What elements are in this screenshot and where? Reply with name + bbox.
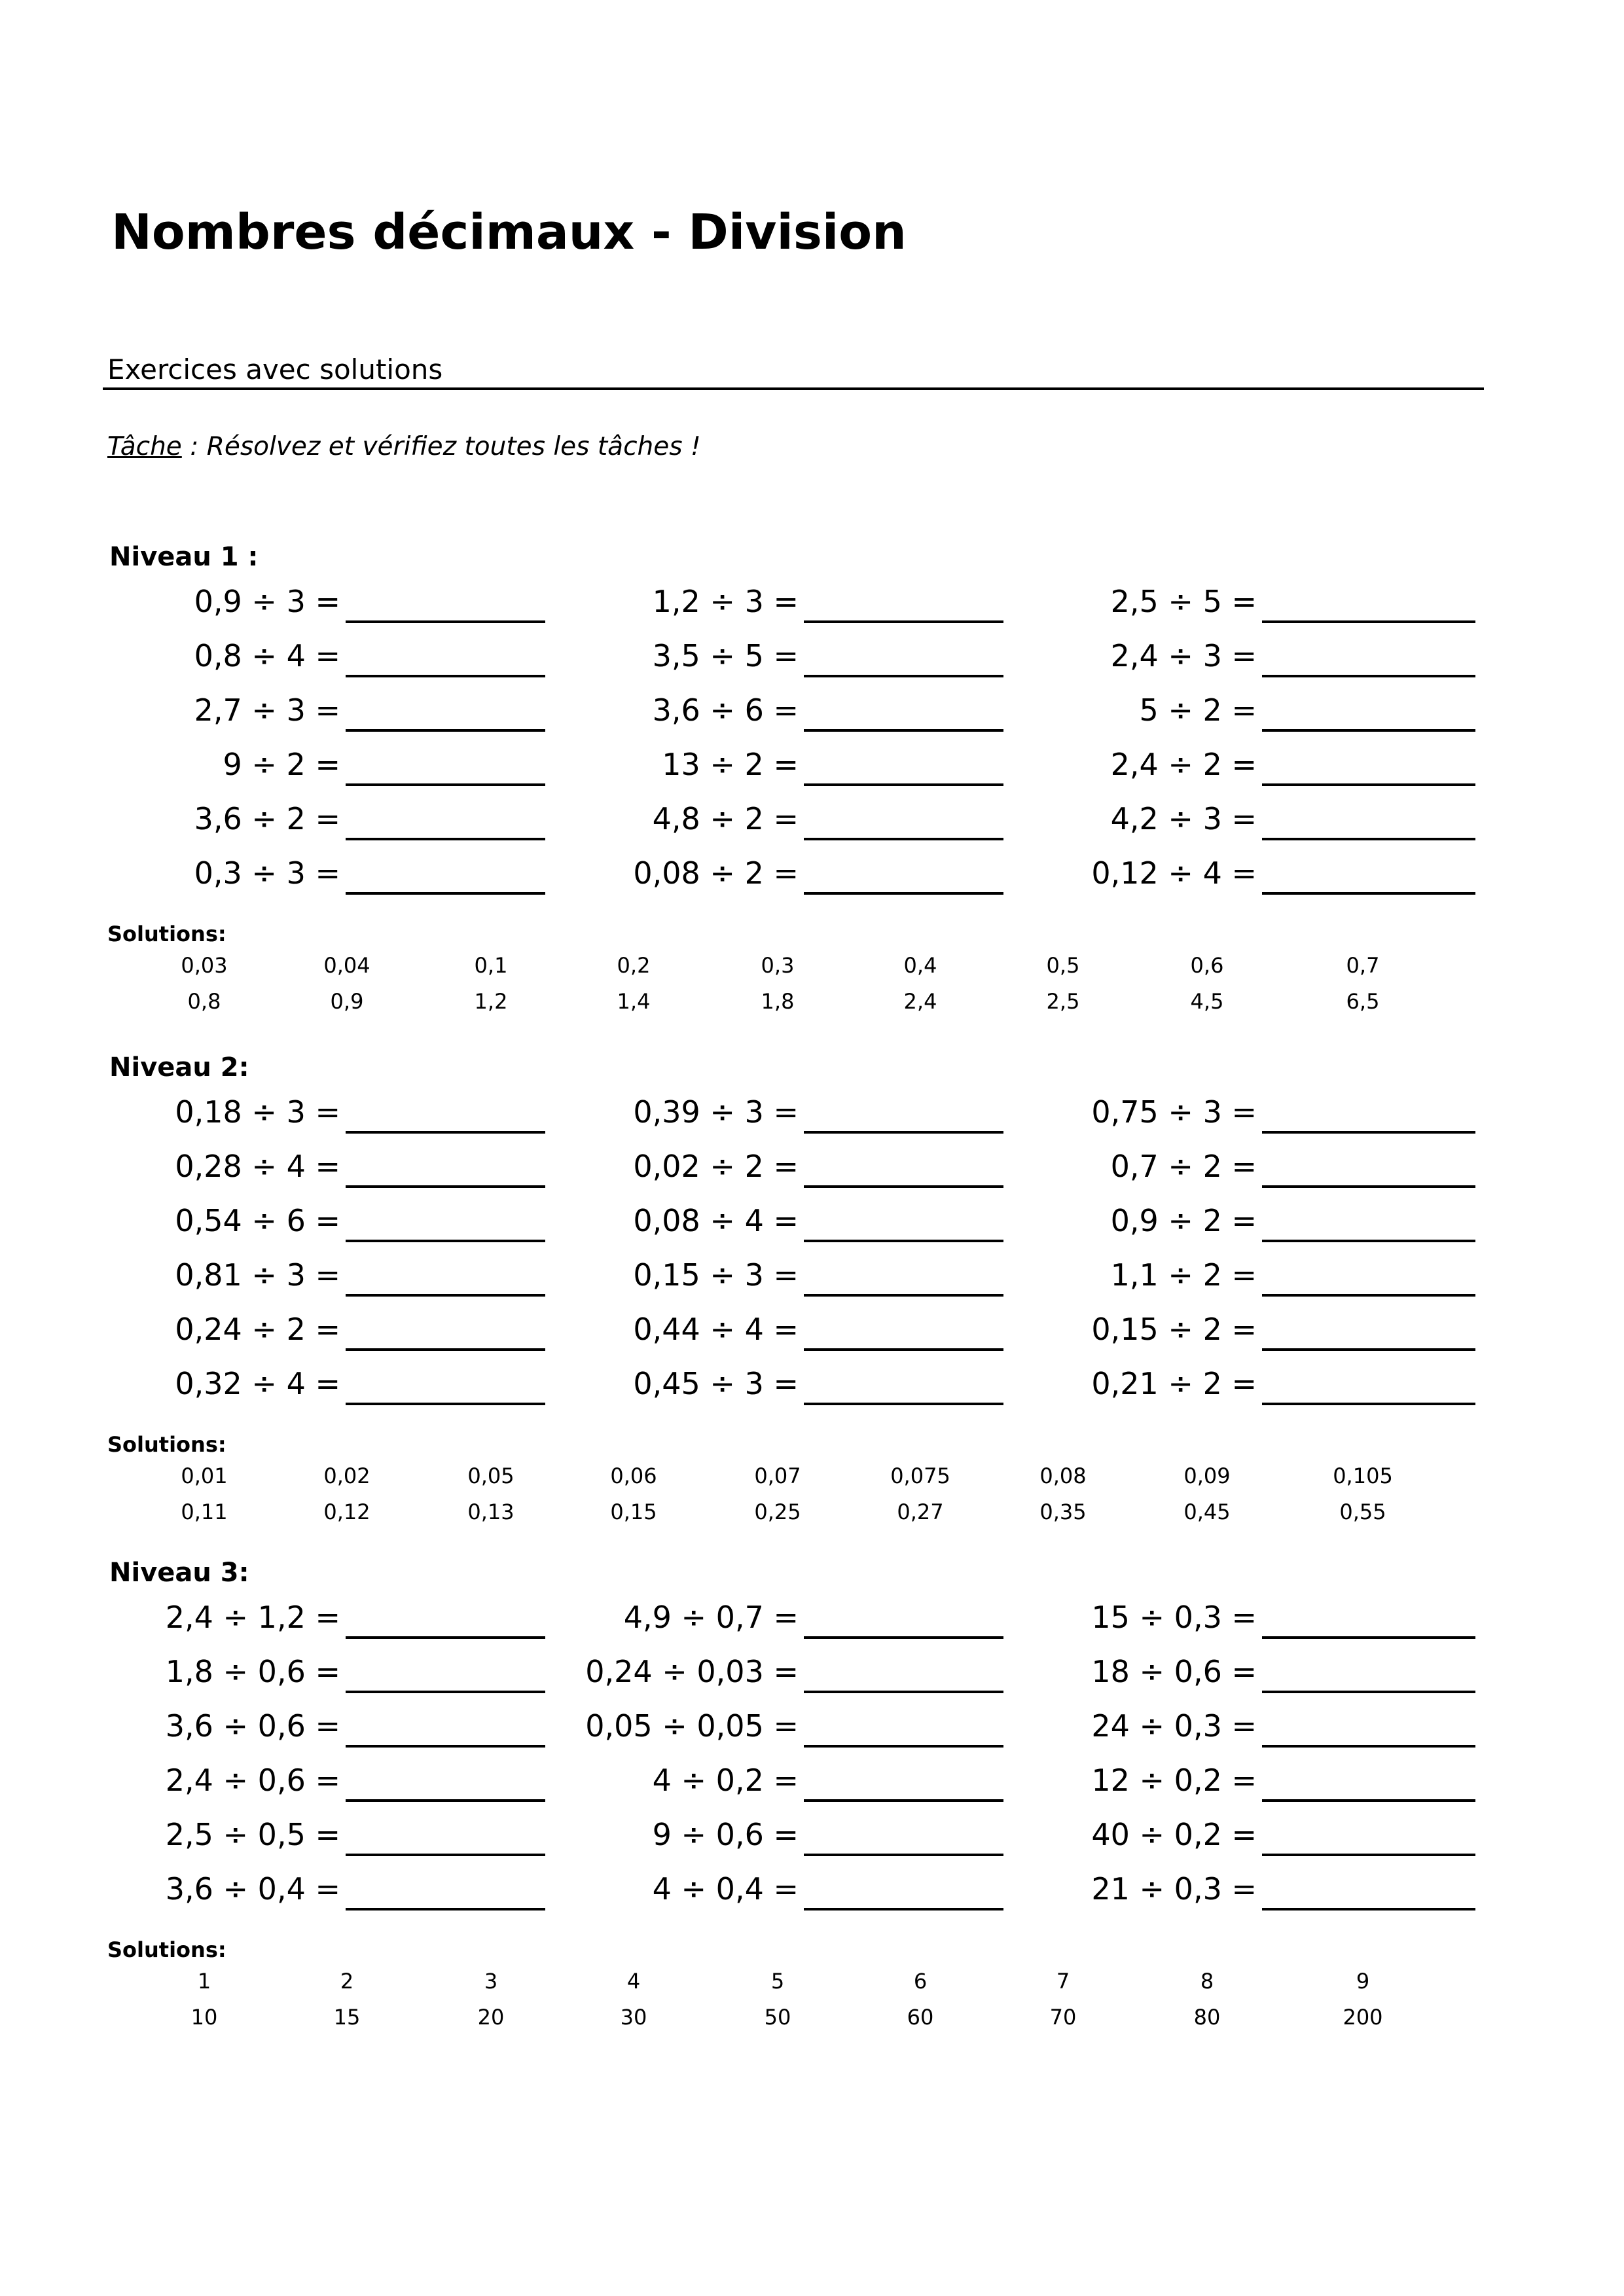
exercise-text: 3,6 ÷ 0,6 = [165, 1708, 340, 1744]
exercise-text: 0,21 ÷ 2 = [1091, 1366, 1257, 1401]
exercise-expression [929, 1763, 1257, 1802]
answer-blank[interactable] [1262, 620, 1475, 623]
solution-value: 1,4 [617, 989, 651, 1014]
solution-value: 0,01 [181, 1463, 228, 1488]
solutions-label: Solutions: [107, 922, 226, 946]
exercise-text: 9 ÷ 2 = [223, 747, 340, 782]
exercise-text: 0,02 ÷ 2 = [633, 1149, 799, 1184]
answer-blank[interactable] [1262, 1240, 1475, 1242]
solution-value: 0,2 [617, 953, 651, 978]
answer-blank[interactable] [1262, 838, 1475, 840]
exercise-text: 0,08 ÷ 4 = [633, 1203, 799, 1238]
exercise-text: 2,5 ÷ 5 = [1110, 584, 1257, 619]
solution-value: 0,15 [610, 1499, 657, 1524]
exercise-expression [13, 1149, 340, 1188]
exercise-expression [929, 1654, 1257, 1693]
solution-value: 4 [626, 1969, 641, 1994]
level-title: Niveau 1 : [109, 542, 259, 572]
exercise-text: 0,32 ÷ 4 = [175, 1366, 340, 1401]
exercise-text: 4,9 ÷ 0,7 = [623, 1600, 799, 1635]
solution-value: 0,6 [1190, 953, 1224, 978]
exercise-expression [929, 1871, 1257, 1910]
solution-value: 0,07 [754, 1463, 801, 1488]
exercise-text: 3,6 ÷ 6 = [652, 692, 799, 728]
exercise-text: 4,8 ÷ 2 = [652, 801, 799, 836]
solution-value: 0,11 [181, 1499, 228, 1524]
exercise-expression [471, 1654, 799, 1693]
exercise-expression [13, 1312, 340, 1351]
exercise-text: 1,8 ÷ 0,6 = [165, 1654, 340, 1689]
solution-value: 15 [333, 2005, 361, 2030]
exercise-expression [13, 801, 340, 840]
solution-value: 9 [1356, 1969, 1370, 1994]
exercise-expression [471, 638, 799, 677]
exercise-expression [471, 1257, 799, 1297]
exercise-text: 0,28 ÷ 4 = [175, 1149, 340, 1184]
exercise-text: 0,15 ÷ 2 = [1091, 1312, 1257, 1347]
exercise-text: 0,12 ÷ 4 = [1091, 855, 1257, 891]
answer-blank[interactable] [1262, 892, 1475, 895]
exercise-expression [471, 1203, 799, 1242]
exercise-expression [471, 692, 799, 732]
exercise-text: 4,2 ÷ 3 = [1110, 801, 1257, 836]
solutions-label: Solutions: [107, 1937, 226, 1962]
answer-blank[interactable] [1262, 1294, 1475, 1297]
answer-blank[interactable] [1262, 1908, 1475, 1910]
solution-value: 0,05 [467, 1463, 514, 1488]
exercise-expression [929, 1817, 1257, 1856]
exercise-text: 2,4 ÷ 3 = [1110, 638, 1257, 673]
solution-value: 0,25 [754, 1499, 801, 1524]
exercise-text: 3,6 ÷ 0,4 = [165, 1871, 340, 1907]
exercise-expression [13, 638, 340, 677]
answer-blank[interactable] [1262, 1403, 1475, 1405]
solution-value: 60 [907, 2005, 934, 2030]
exercise-expression [929, 855, 1257, 895]
solution-value: 8 [1200, 1969, 1214, 1994]
exercise-text: 13 ÷ 2 = [662, 747, 799, 782]
exercise-expression [929, 1312, 1257, 1351]
exercise-expression [13, 1094, 340, 1134]
header-divider [103, 387, 1484, 390]
solution-value: 0,04 [323, 953, 370, 978]
answer-blank[interactable] [1262, 1691, 1475, 1693]
solution-value: 0,55 [1339, 1499, 1386, 1524]
solution-value: 0,9 [330, 989, 364, 1014]
page-title: Nombres décimaux - Division [111, 204, 907, 260]
exercise-expression [13, 1817, 340, 1856]
exercise-text: 0,81 ÷ 3 = [175, 1257, 340, 1293]
exercise-expression [471, 801, 799, 840]
exercise-text: 0,24 ÷ 0,03 = [585, 1654, 799, 1689]
exercise-text: 0,08 ÷ 2 = [633, 855, 799, 891]
exercise-text: 3,6 ÷ 2 = [194, 801, 340, 836]
exercise-text: 0,9 ÷ 2 = [1110, 1203, 1257, 1238]
exercise-text: 1,2 ÷ 3 = [652, 584, 799, 619]
exercise-text: 4 ÷ 0,2 = [652, 1763, 799, 1798]
solution-value: 0,35 [1039, 1499, 1087, 1524]
exercise-text: 2,4 ÷ 1,2 = [165, 1600, 340, 1635]
exercise-expression [471, 855, 799, 895]
exercise-expression [929, 1257, 1257, 1297]
exercise-expression [929, 1094, 1257, 1134]
exercise-text: 0,18 ÷ 3 = [175, 1094, 340, 1130]
exercise-text: 21 ÷ 0,3 = [1091, 1871, 1257, 1907]
exercise-text: 2,7 ÷ 3 = [194, 692, 340, 728]
solution-value: 50 [764, 2005, 791, 2030]
exercise-text: 0,15 ÷ 3 = [633, 1257, 799, 1293]
exercise-expression [13, 1654, 340, 1693]
answer-blank[interactable] [1262, 1854, 1475, 1856]
exercise-expression [13, 855, 340, 895]
solution-value: 1,2 [474, 989, 508, 1014]
exercise-expression [471, 1149, 799, 1188]
exercise-expression [471, 1763, 799, 1802]
solutions-label: Solutions: [107, 1432, 226, 1457]
answer-blank[interactable] [1262, 1636, 1475, 1639]
solution-value: 5 [770, 1969, 785, 1994]
task-label: Tâche [107, 432, 182, 461]
exercise-expression [929, 1149, 1257, 1188]
exercise-expression [471, 1600, 799, 1639]
exercise-text: 15 ÷ 0,3 = [1091, 1600, 1257, 1635]
exercise-expression [13, 1203, 340, 1242]
exercise-expression [929, 747, 1257, 786]
exercise-expression [471, 1871, 799, 1910]
solution-value: 0,1 [474, 953, 508, 978]
exercise-expression [13, 692, 340, 732]
solution-value: 200 [1343, 2005, 1383, 2030]
exercise-text: 0,44 ÷ 4 = [633, 1312, 799, 1347]
exercise-text: 0,3 ÷ 3 = [194, 855, 340, 891]
answer-blank[interactable] [1262, 675, 1475, 677]
solution-value: 0,4 [903, 953, 937, 978]
exercise-text: 3,5 ÷ 5 = [652, 638, 799, 673]
exercise-text: 2,5 ÷ 0,5 = [165, 1817, 340, 1852]
solution-value: 0,12 [323, 1499, 370, 1524]
exercise-text: 24 ÷ 0,3 = [1091, 1708, 1257, 1744]
page-subtitle: Exercices avec solutions [107, 353, 443, 386]
exercise-expression [929, 1600, 1257, 1639]
solution-value: 10 [190, 2005, 218, 2030]
solution-value: 1,8 [761, 989, 795, 1014]
exercise-text: 40 ÷ 0,2 = [1091, 1817, 1257, 1852]
solution-value: 6,5 [1346, 989, 1380, 1014]
exercise-text: 4 ÷ 0,4 = [652, 1871, 799, 1907]
exercise-text: 0,45 ÷ 3 = [633, 1366, 799, 1401]
exercise-expression [929, 692, 1257, 732]
solution-value: 0,3 [761, 953, 795, 978]
task-instruction [107, 432, 701, 461]
solution-value: 0,8 [187, 989, 221, 1014]
solution-value: 80 [1193, 2005, 1221, 2030]
solution-value: 6 [913, 1969, 928, 1994]
solution-value: 0,08 [1039, 1463, 1087, 1488]
exercise-expression [13, 747, 340, 786]
exercise-expression [13, 584, 340, 623]
solution-value: 70 [1049, 2005, 1077, 2030]
exercise-text: 0,8 ÷ 4 = [194, 638, 340, 673]
exercise-text: 9 ÷ 0,6 = [652, 1817, 799, 1852]
exercise-expression [929, 1366, 1257, 1405]
exercise-expression [13, 1600, 340, 1639]
solution-value: 30 [620, 2005, 647, 2030]
solution-value: 7 [1056, 1969, 1070, 1994]
solution-value: 0,27 [897, 1499, 944, 1524]
exercise-text: 5 ÷ 2 = [1139, 692, 1257, 728]
exercise-expression [471, 1366, 799, 1405]
solution-value: 3 [484, 1969, 498, 1994]
exercise-expression [13, 1871, 340, 1910]
solution-value: 0,09 [1183, 1463, 1231, 1488]
solution-value: 4,5 [1190, 989, 1224, 1014]
solution-value: 1 [197, 1969, 211, 1994]
exercise-expression [13, 1366, 340, 1405]
exercise-text: 1,1 ÷ 2 = [1110, 1257, 1257, 1293]
exercise-expression [13, 1257, 340, 1297]
exercise-expression [471, 1312, 799, 1351]
solution-value: 0,5 [1046, 953, 1080, 978]
exercise-expression [471, 1708, 799, 1748]
exercise-expression [13, 1708, 340, 1748]
answer-blank[interactable] [1262, 1131, 1475, 1134]
exercise-text: 0,24 ÷ 2 = [175, 1312, 340, 1347]
exercise-expression [471, 1817, 799, 1856]
exercise-expression [471, 747, 799, 786]
exercise-text: 0,9 ÷ 3 = [194, 584, 340, 619]
solution-value: 20 [477, 2005, 505, 2030]
exercise-expression [929, 801, 1257, 840]
exercise-text: 0,75 ÷ 3 = [1091, 1094, 1257, 1130]
solution-value: 0,075 [890, 1463, 950, 1488]
answer-blank[interactable] [1262, 729, 1475, 732]
exercise-expression [471, 584, 799, 623]
answer-blank[interactable] [1262, 1185, 1475, 1188]
solution-value: 2,5 [1046, 989, 1080, 1014]
answer-blank[interactable] [1262, 1799, 1475, 1802]
exercise-expression [929, 638, 1257, 677]
solution-value: 2,4 [903, 989, 937, 1014]
exercise-expression [929, 1708, 1257, 1748]
exercise-text: 0,54 ÷ 6 = [175, 1203, 340, 1238]
exercise-expression [929, 584, 1257, 623]
solution-value: 0,06 [610, 1463, 657, 1488]
exercise-text: 0,39 ÷ 3 = [633, 1094, 799, 1130]
exercise-text: 12 ÷ 0,2 = [1091, 1763, 1257, 1798]
level-title: Niveau 3: [109, 1558, 249, 1588]
solution-value: 0,13 [467, 1499, 514, 1524]
exercise-expression [471, 1094, 799, 1134]
answer-blank[interactable] [1262, 1745, 1475, 1748]
exercise-text: 0,7 ÷ 2 = [1110, 1149, 1257, 1184]
solution-value: 0,45 [1183, 1499, 1231, 1524]
exercise-text: 2,4 ÷ 2 = [1110, 747, 1257, 782]
exercise-text: 0,05 ÷ 0,05 = [585, 1708, 799, 1744]
exercise-expression [13, 1763, 340, 1802]
exercise-text: 18 ÷ 0,6 = [1091, 1654, 1257, 1689]
task-text: : Résolvez et vérifiez toutes les tâches ! [181, 432, 701, 461]
solution-value: 0,03 [181, 953, 228, 978]
answer-blank[interactable] [1262, 1348, 1475, 1351]
solution-value: 0,105 [1333, 1463, 1393, 1488]
level-title: Niveau 2: [109, 1052, 249, 1083]
solution-value: 2 [340, 1969, 354, 1994]
solution-value: 0,7 [1346, 953, 1380, 978]
solution-value: 0,02 [323, 1463, 370, 1488]
answer-blank[interactable] [1262, 783, 1475, 786]
exercise-text: 2,4 ÷ 0,6 = [165, 1763, 340, 1798]
exercise-expression [929, 1203, 1257, 1242]
